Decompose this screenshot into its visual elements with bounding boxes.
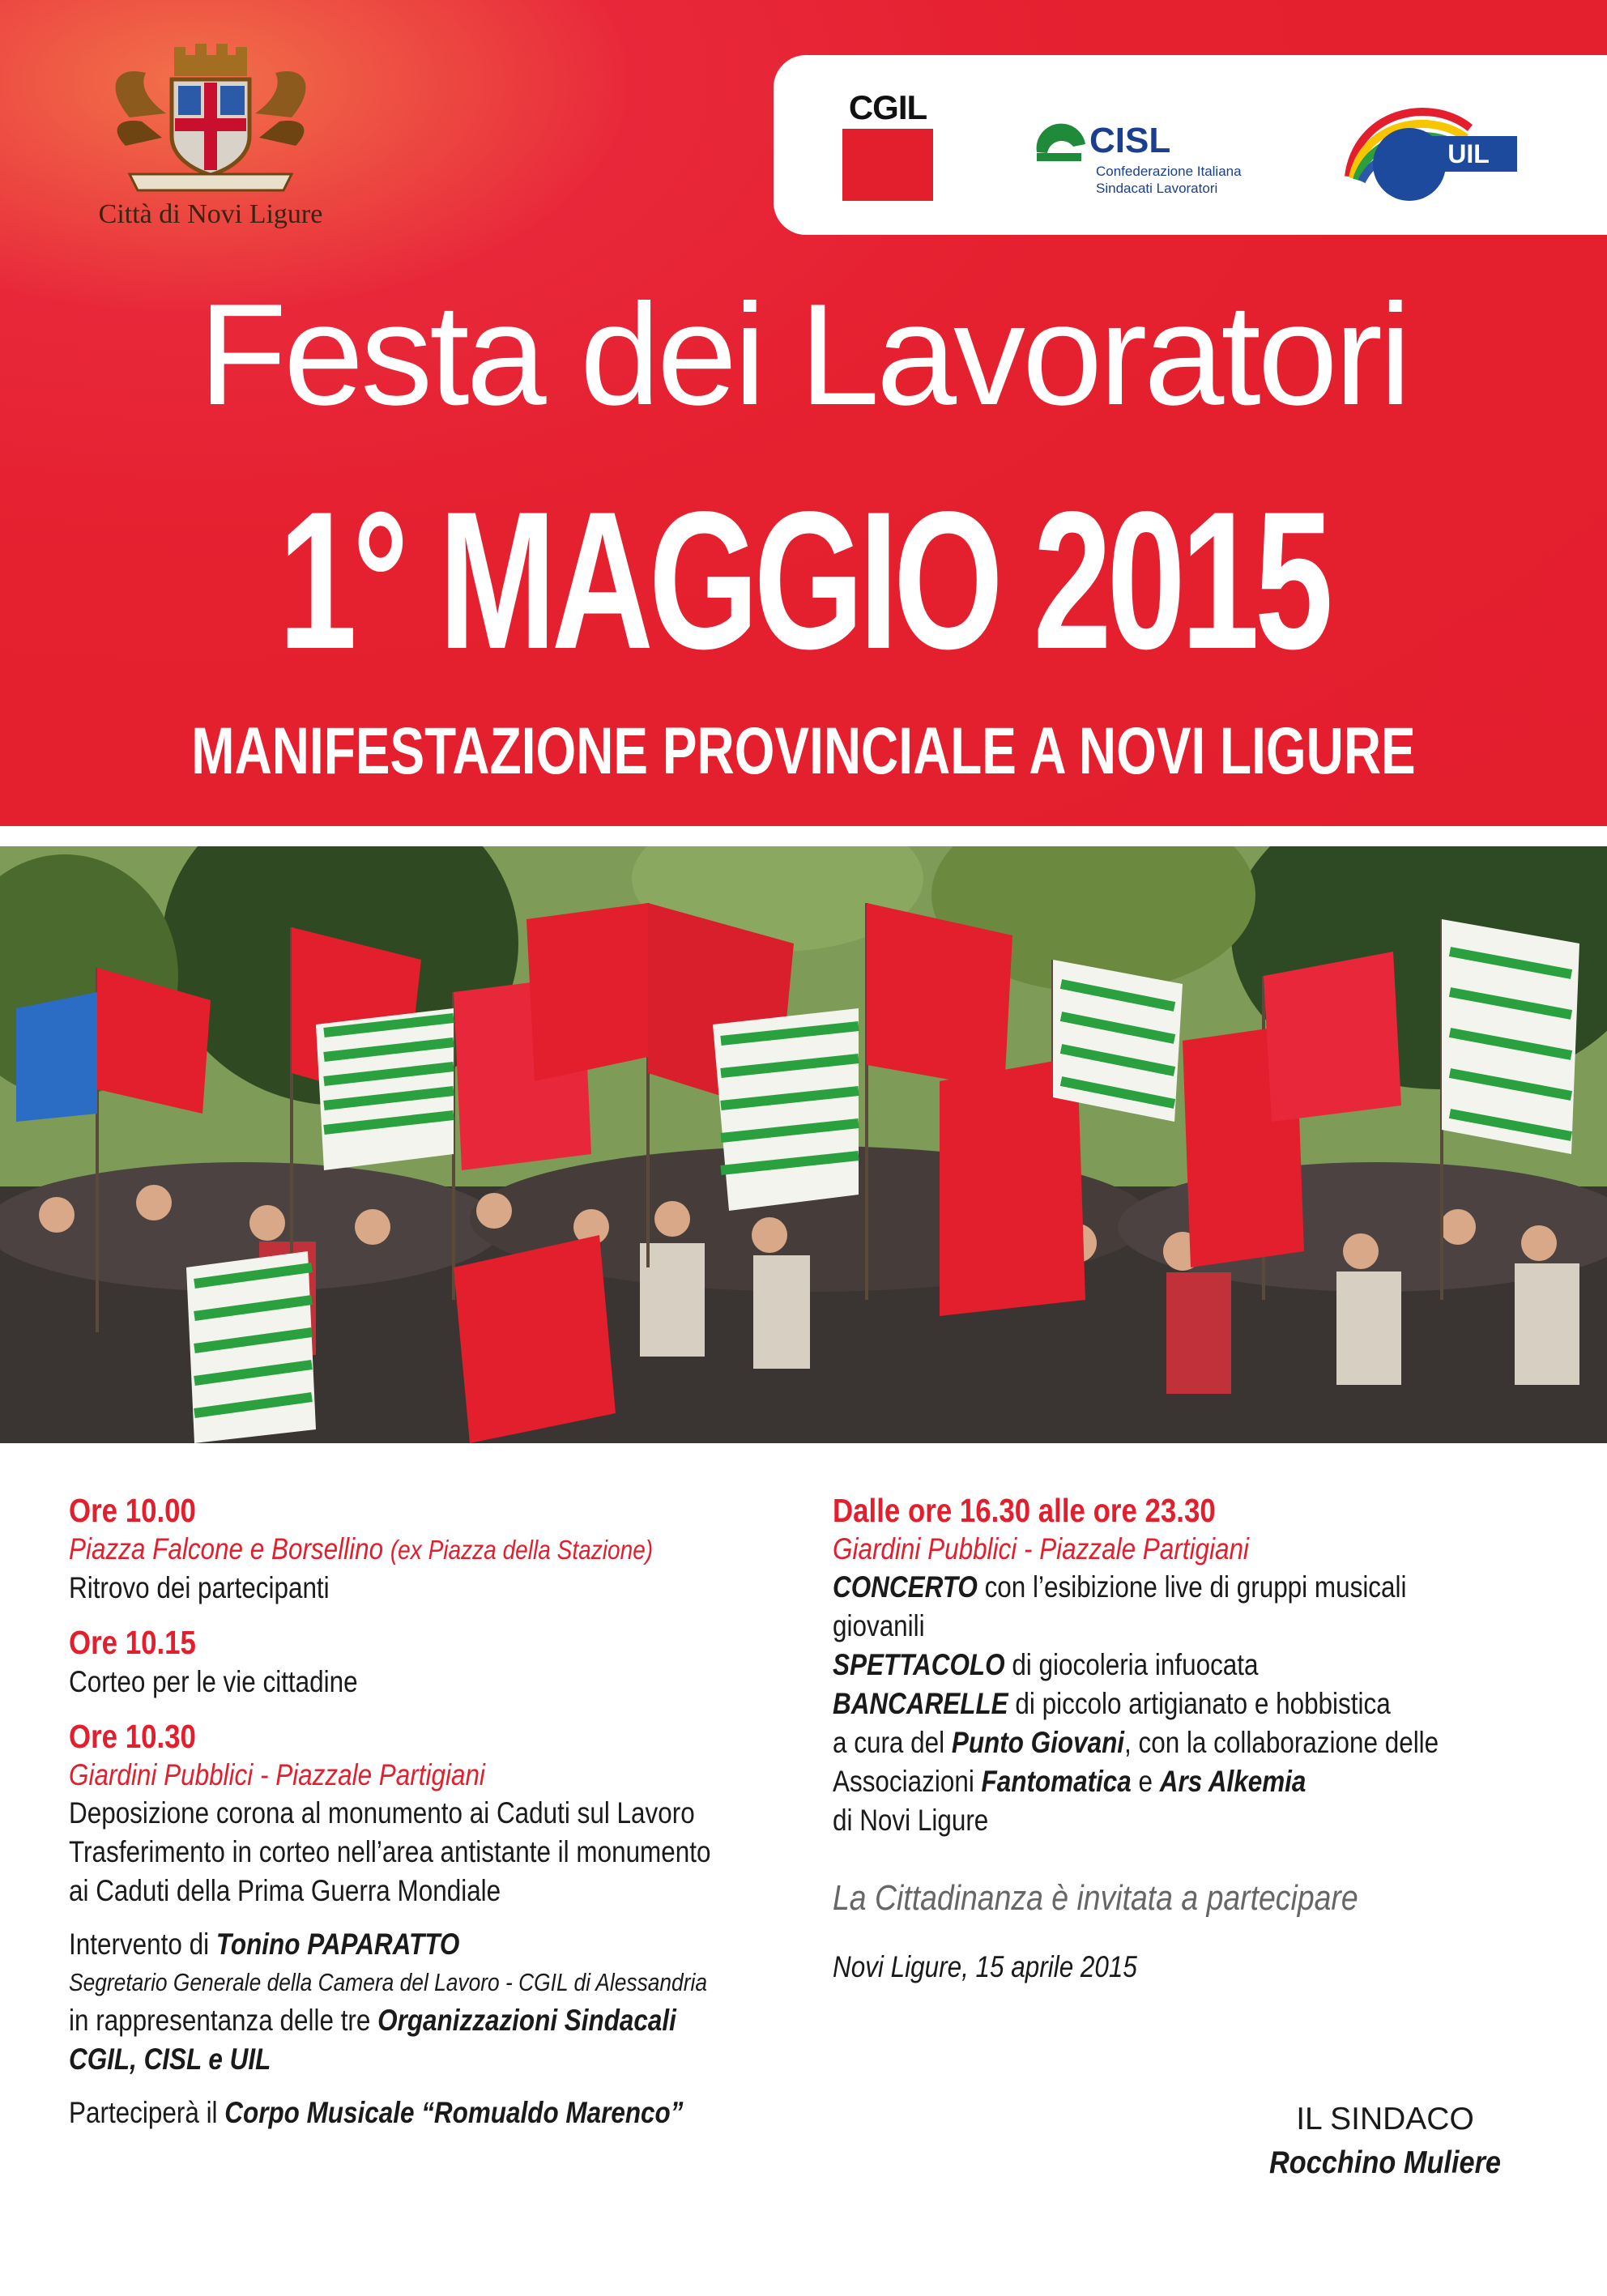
issue-date: Novi Ligure, 15 aprile 2015 [833,1950,1137,1983]
cisl-logo-subtitle: Confederazione Italiana Sindacati Lavoratori [1096,164,1242,196]
crowd-with-flags-image [0,846,1607,1443]
speech-line: Intervento di Tonino PAPARATTO [69,1928,460,1961]
invitation-text: La Cittadinanza è invitata a partecipare [833,1878,1358,1918]
city-emblem [81,40,348,235]
uil-logo [1332,87,1527,209]
speaker-role: Segretario Generale della Camera del Lavoro - CGIL di Alessandria [69,1968,708,1996]
cgil-logo-text: CGIL [842,87,933,129]
event-1-place: Piazza Falcone e Borsellino (ex Piazza della Stazione) [69,1532,654,1565]
event-3-description-line-1: Deposizione corona al monumento ai Caduti sul Lavoro [69,1796,695,1830]
stalls-line: BANCARELLE di piccolo artigianato e hobbistica [833,1687,1391,1720]
speaker-name: Tonino PAPARATTO [215,1928,460,1961]
union-names-line: CGIL, CISL e UIL [69,2043,271,2076]
afternoon-time: Dalle ore 16.30 alle ore 23.30 [833,1492,1216,1529]
coat-of-arms-icon [97,40,324,198]
show-line: SPETTACOLO di giocoleria infuocata [833,1648,1259,1681]
band-line: Parteciperà il Corpo Musicale “Romualdo Marenco” [69,2096,684,2129]
mayor-signature [1199,2098,1571,2185]
header-banner [0,0,1607,826]
cisl-emblem-icon [1033,116,1089,173]
concert-line: CONCERTO con l’esibizione live di gruppi musicali [833,1570,1407,1604]
event-title: Festa dei Lavoratori [198,274,1409,435]
representation-line: in rappresentanza delle tre Organizzazioni Sindacali [69,2004,676,2037]
city-name: Città di Novi Ligure [98,199,323,229]
cisl-logo-text: CISL [1089,121,1171,160]
afternoon-place: Giardini Pubblici - Piazzale Partigiani [833,1532,1249,1565]
mayor-name: Rocchino Muliere [1268,2145,1502,2180]
event-subtitle: MANIFESTAZIONE PROVINCIALE A NOVI LIGURE [191,714,1416,788]
event-3-time: Ore 10.30 [69,1718,196,1755]
afternoon-schedule [833,1490,1562,1986]
band-name: Corpo Musicale “Romualdo Marenco” [224,2096,684,2129]
event-1-description: Ritrovo dei partecipanti [69,1571,330,1604]
organizer-line: a cura del Punto Giovani, con la collaborazione delle [833,1726,1439,1759]
associations-line: Associazioni Fantomatica e Ars Alkemia [833,1765,1306,1798]
associations-city: di Novi Ligure [833,1804,989,1837]
concert-line-2: giovanili [833,1609,925,1642]
event-date-title: 1° MAGGIO 2015 [278,471,1329,690]
event-3-description-line-2: Trasferimento in corteo nell’area antistante il monumento [69,1835,711,1868]
event-2-description: Corteo per le vie cittadine [69,1665,358,1698]
union-logo-bar [774,55,1607,235]
union-organizations: Organizzazioni Sindacali [377,2004,676,2037]
event-2-time: Ore 10.15 [69,1624,196,1661]
morning-schedule [69,1490,798,2132]
uil-logo-text: UIL [1447,139,1490,168]
event-3-description-line-3: ai Caduti della Prima Guerra Mondiale [69,1874,501,1907]
uil-emblem-icon [1332,87,1527,209]
rally-photo [0,846,1607,1443]
event-1-place-note: (ex Piazza della Stazione) [390,1535,654,1565]
cisl-logo [1033,116,1300,205]
event-1-time: Ore 10.00 [69,1492,196,1529]
event-3-place: Giardini Pubblici - Piazzale Partigiani [69,1758,485,1791]
cgil-logo [842,88,933,201]
mayor-title: IL SINDACO [1296,2102,1474,2136]
